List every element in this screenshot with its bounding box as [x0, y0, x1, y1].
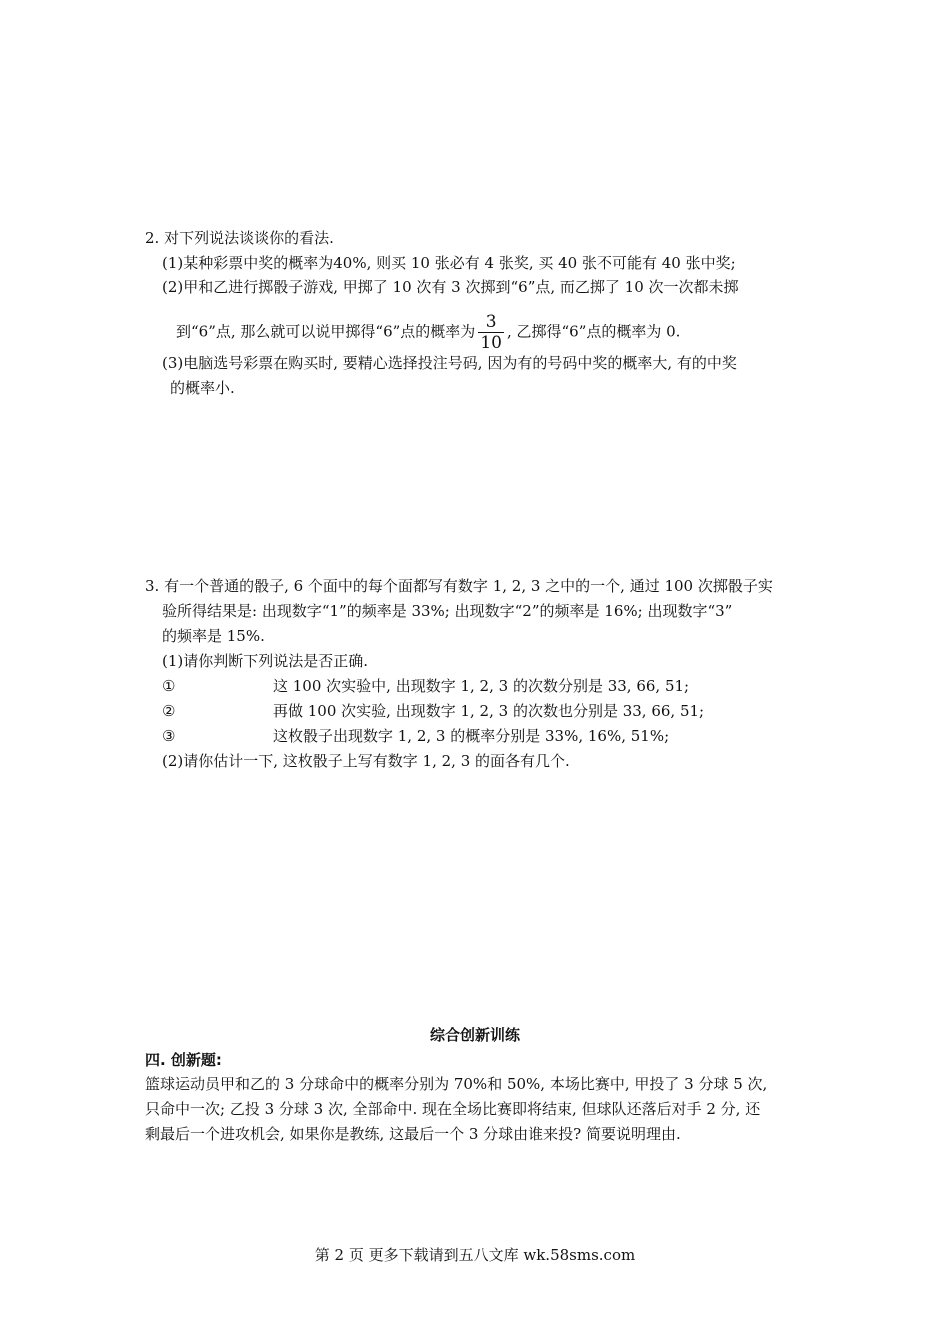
- statement-2: 再做 100 次实验, 出现数字 1, 2, 3 的次数也分别是 33, 66, 51;: [273, 702, 705, 720]
- q2-item1: (1)某种彩票中奖的概率为40%, 则买 10 张必有 4 张奖, 买 40 张不可能有 40 张中奖;: [162, 254, 736, 272]
- q3-sub1: (1)请你判断下列说法是否正确.: [162, 652, 369, 670]
- statement-3-marker: ③: [162, 727, 176, 745]
- q2-item3-line2: 的概率小.: [170, 379, 235, 397]
- statement-1: 这 100 次实验中, 出现数字 1, 2, 3 的次数分别是 33, 66, 51;: [273, 677, 690, 695]
- q2-item2-line2: [176, 312, 680, 353]
- fraction-numerator: 3: [478, 312, 504, 333]
- innovation-line2: 只命中一次; 乙投 3 分球 3 次, 全部命中. 现在全场比赛即将结束, 但球队还落后对手 2 分, 还: [145, 1100, 761, 1118]
- q2-item2-line2-pre: 到“6”点, 那么就可以说甲掷得“6”点的概率为: [176, 322, 476, 341]
- section-heading: 四. 创新题:: [145, 1051, 222, 1069]
- q3-line3: 的频率是 15%.: [162, 627, 265, 645]
- q3-line1: 3. 有一个普通的骰子, 6 个面中的每个面都写有数字 1, 2, 3 之中的一个, 通过 100 次掷骰子实: [145, 577, 773, 595]
- q2-title: 2. 对下列说法谈谈你的看法.: [145, 229, 334, 247]
- q2-item2-line1: (2)甲和乙进行掷骰子游戏, 甲掷了 10 次有 3 次掷到“6”点, 而乙掷了 10 次一次都未掷: [162, 278, 739, 296]
- innovation-line1: 篮球运动员甲和乙的 3 分球命中的概率分别为 70%和 50%, 本场比赛中, 甲投了 3 分球 5 次,: [145, 1075, 768, 1093]
- q3-line2: 验所得结果是: 出现数字“1”的频率是 33%; 出现数字“2”的频率是 16%; 出现数字“3”: [162, 602, 733, 620]
- q3-sub2: (2)请你估计一下, 这枚骰子上写有数字 1, 2, 3 的面各有几个.: [162, 752, 570, 770]
- fraction-denominator: 10: [480, 333, 502, 353]
- statement-2-marker: ②: [162, 702, 176, 720]
- q2-item2-line2-post: , 乙掷得“6”点的概率为 0.: [506, 322, 681, 341]
- probability-fraction: [478, 312, 504, 353]
- statement-3: 这枚骰子出现数字 1, 2, 3 的概率分别是 33%, 16%, 51%;: [273, 727, 670, 745]
- section-title: 综合创新训练: [429, 1026, 520, 1044]
- q2-item3-line1: (3)电脑选号彩票在购买时, 要精心选择投注号码, 因为有的号码中奖的概率大, 有的中奖: [162, 354, 737, 372]
- innovation-line3: 剩最后一个进攻机会, 如果你是教练, 这最后一个 3 分球由谁来投? 简要说明理由.: [145, 1125, 681, 1143]
- page-footer: 第 2 页 更多下载请到五八文库 wk.58sms.com: [314, 1246, 636, 1264]
- statement-1-marker: ①: [162, 677, 176, 695]
